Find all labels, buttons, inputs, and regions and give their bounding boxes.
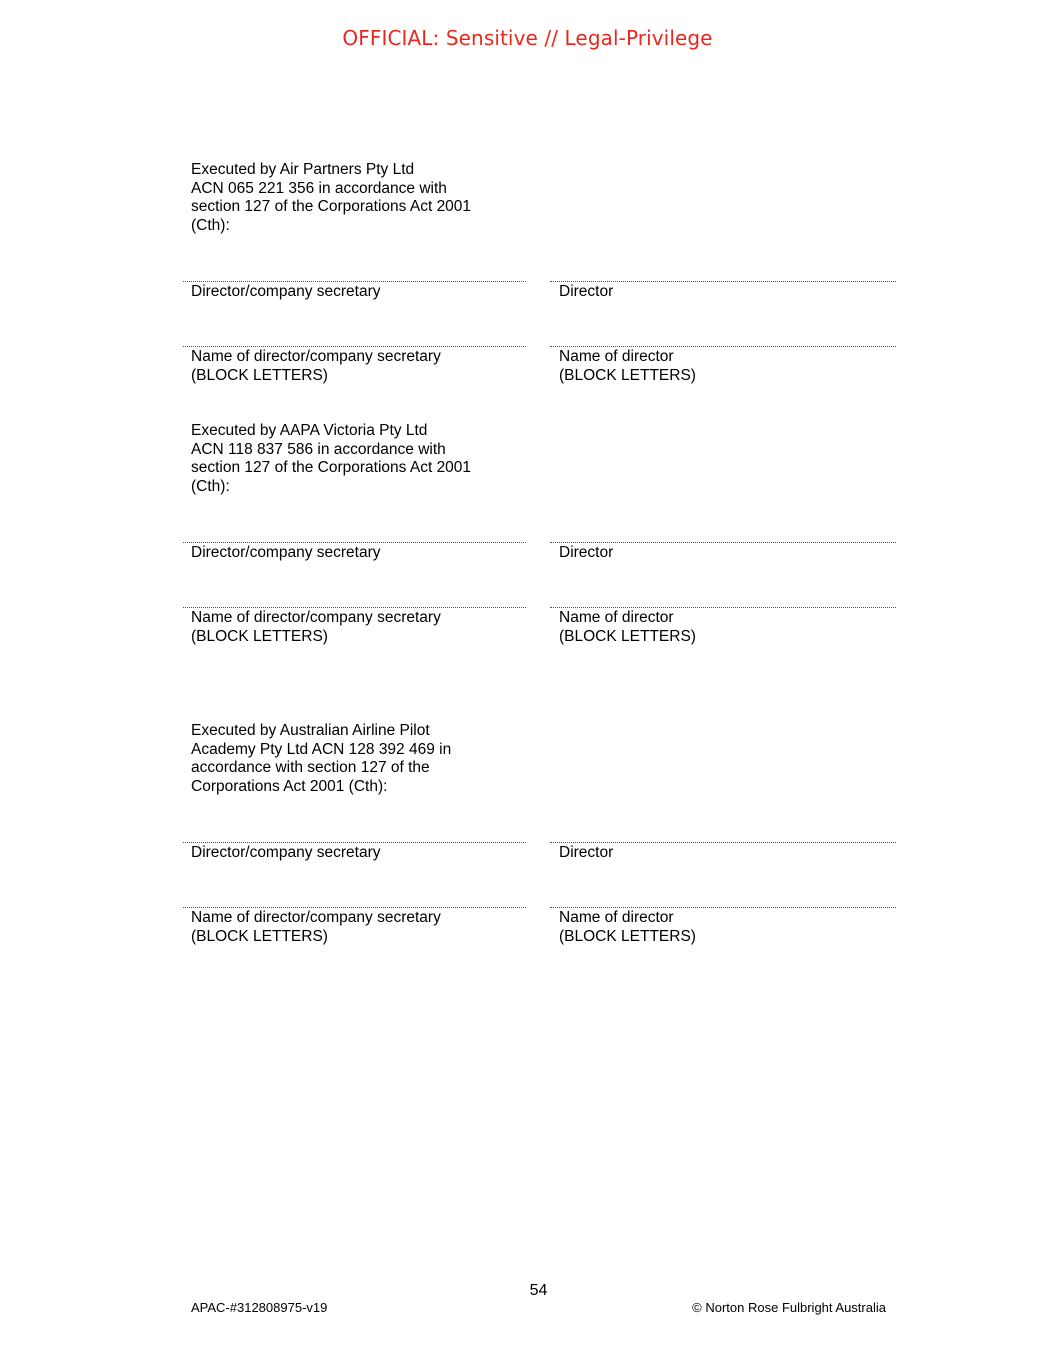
name-label-director-secretary [191,609,441,646]
name-label-line: (BLOCK LETTERS) [559,927,696,945]
signatory-label-director: Director [559,283,614,300]
name-label-director [559,609,696,646]
execution-clause-line: ACN 118 837 586 in accordance with [191,440,446,458]
name-line-director [550,346,896,347]
name-label-line: (BLOCK LETTERS) [559,366,696,384]
execution-clause [191,161,501,235]
signatory-label-director-secretary: Director/company secretary [191,283,381,300]
signatory-label-director: Director [559,544,614,561]
execution-clause-line: (Cth): [191,477,230,495]
signature-line-director-secretary [183,542,526,543]
name-label-director-secretary [191,348,441,385]
name-label-line: (BLOCK LETTERS) [191,366,328,384]
name-label-director [559,348,696,385]
copyright-notice: © Norton Rose Fulbright Australia [692,1300,886,1315]
name-label-line: Name of director/company secretary [191,609,441,626]
name-line-director [550,607,896,608]
execution-clause-line: ACN 065 221 356 in accordance with [191,179,447,197]
name-label-line: Name of director/company secretary [191,909,441,926]
execution-clause-line: section 127 of the Corporations Act 2001 [191,459,472,476]
signature-line-director-secretary [183,842,526,843]
name-label-director [559,909,696,946]
signature-line-director [550,842,896,843]
signatory-label-director-secretary: Director/company secretary [191,844,381,861]
execution-clause-line: section 127 of the Corporations Act 2001 [191,198,472,215]
name-line-director-secretary [183,346,526,347]
name-line-director-secretary [183,607,526,608]
execution-clause [191,722,501,796]
signature-line-director [550,281,896,282]
name-line-director [550,907,896,908]
name-label-director-secretary [191,909,441,946]
execution-clause-line: accordance with section 127 of the [191,759,430,776]
execution-clause-line: Corporations Act 2001 (Cth): [191,777,388,795]
name-label-line: (BLOCK LETTERS) [559,627,696,645]
execution-clause-line: Executed by AAPA Victoria Pty Ltd [191,422,428,439]
name-label-line: (BLOCK LETTERS) [191,927,328,945]
name-label-line: Name of director [559,348,674,365]
document-reference: APAC-#312808975-v19 [191,1300,328,1315]
signature-line-director-secretary [183,281,526,282]
classification-header: OFFICIAL: Sensitive // Legal-Privilege [342,26,713,50]
page-number: 54 [529,1282,548,1299]
execution-clause-line: Executed by Air Partners Pty Ltd [191,161,415,178]
name-line-director-secretary [183,907,526,908]
name-label-line: Name of director [559,609,674,626]
name-label-line: Name of director [559,909,674,926]
signatory-label-director-secretary: Director/company secretary [191,544,381,561]
name-label-line: Name of director/company secretary [191,348,441,365]
signatory-label-director: Director [559,844,614,861]
name-label-line: (BLOCK LETTERS) [191,627,328,645]
execution-clause-line: Executed by Australian Airline Pilot [191,722,430,739]
execution-clause-line: (Cth): [191,216,230,234]
execution-clause-line: Academy Pty Ltd ACN 128 392 469 in [191,740,452,758]
execution-clause [191,422,501,496]
signature-line-director [550,542,896,543]
